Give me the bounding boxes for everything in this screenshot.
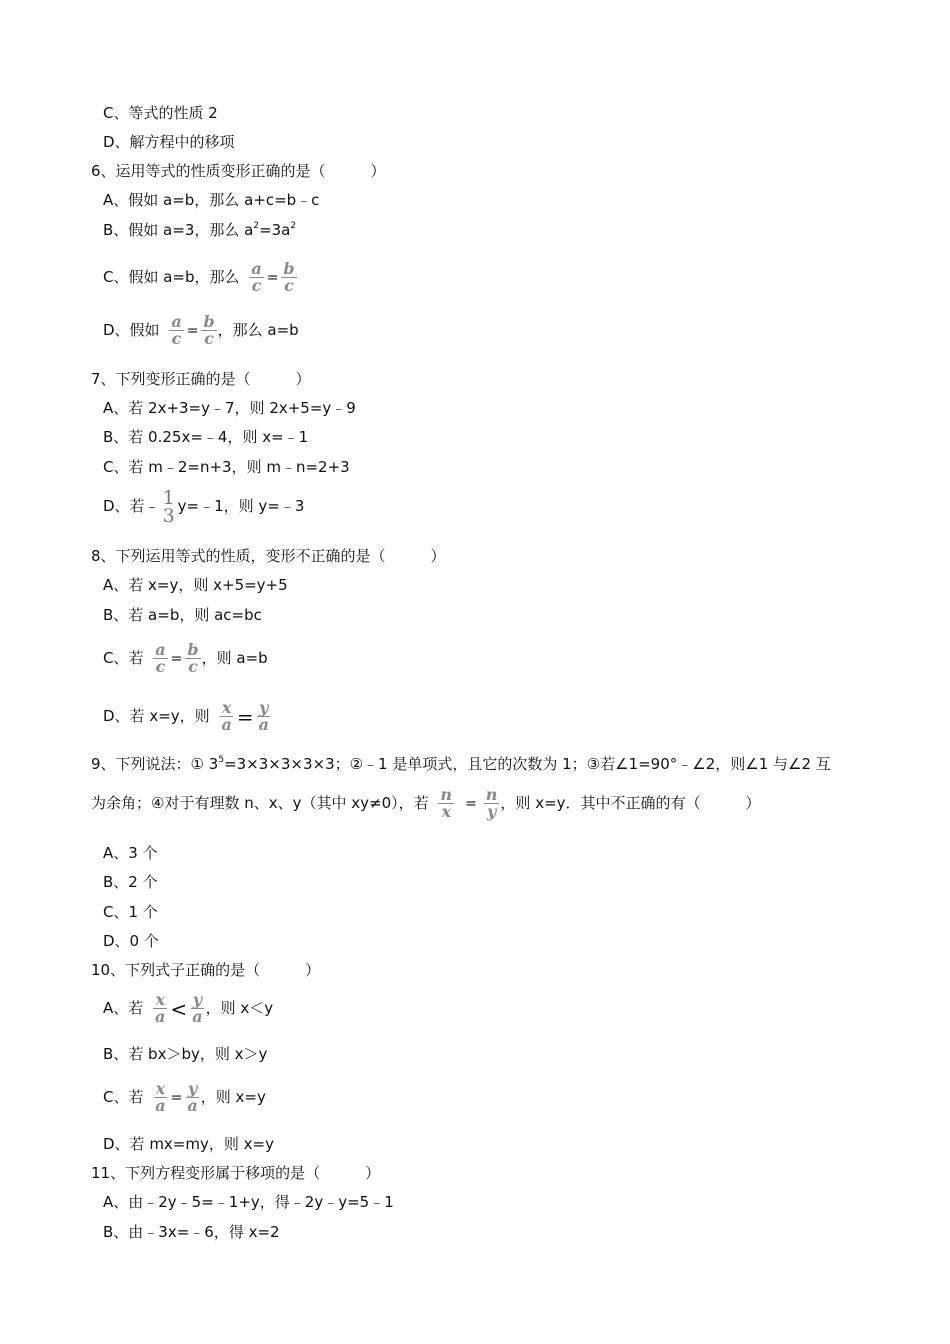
numerator: a [251, 259, 262, 278]
fraction-x-over-a [153, 1081, 167, 1114]
option-9c: C、1 个 [103, 903, 158, 921]
numerator: a [171, 312, 182, 331]
denominator: c [204, 329, 214, 348]
option-7b: B、若 0.25x=﹣4，则 x=﹣1 [103, 428, 309, 446]
option-11b: B、由﹣3x=﹣6，得 x=2 [103, 1223, 280, 1241]
denominator: c [251, 276, 262, 295]
fraction-y-over-a [185, 1081, 199, 1114]
equals-sign: = [465, 795, 477, 812]
numerator: y [187, 1079, 198, 1098]
fraction-a-over-c [153, 642, 167, 675]
option-7a: A、若 2x+3=y﹣7，则 2x+5=y﹣9 [103, 399, 356, 417]
denominator: a [258, 715, 269, 734]
text: ，则 x=y [200, 1088, 266, 1106]
option-11a: A、由﹣2y﹣5=﹣1+y，得﹣2y﹣y=5﹣1 [103, 1193, 394, 1211]
fraction-one-third [161, 486, 177, 527]
option-9d: D、0 个 [103, 932, 159, 950]
denominator: x [441, 802, 451, 821]
denominator: 3 [162, 504, 175, 527]
numerator: b [203, 312, 215, 331]
equals-sign: = [170, 1089, 183, 1106]
text: C、若 [103, 1088, 144, 1106]
denominator: c [171, 329, 182, 348]
option-10a [103, 988, 273, 1029]
numerator: x [155, 1079, 166, 1098]
text: D、假如 [103, 321, 160, 339]
question-11: 11、下列方程变形属于移项的是（ ） [91, 1164, 381, 1182]
fraction-n-over-y [484, 787, 500, 820]
fraction-n-over-x [438, 787, 454, 820]
question-10: 10、下列式子正确的是（ ） [91, 961, 321, 979]
numerator: x [221, 698, 232, 717]
denominator: c [155, 657, 166, 676]
superscript: 5 [218, 755, 225, 765]
fraction-b-over-c [201, 314, 216, 347]
question-6: 6、运用等式的性质变形正确的是（ ） [91, 162, 386, 180]
text: C、假如 a=b，那么 [103, 268, 240, 286]
superscript: 2 [290, 221, 297, 231]
equals-sign: = [266, 269, 279, 286]
less-than-sign: < [170, 996, 188, 1021]
text: B、假如 a=3，那么 a [103, 221, 254, 239]
denominator: c [188, 657, 198, 676]
fraction-a-over-c [169, 314, 183, 347]
denominator: a [155, 1096, 166, 1115]
denominator: a [155, 1007, 166, 1026]
question-7: 7、下列变形正确的是（ ） [91, 370, 311, 388]
numerator: y [259, 698, 269, 717]
text: ，则 x＜y [205, 999, 274, 1017]
option-9b: B、2 个 [103, 873, 158, 891]
text: =3a [259, 221, 291, 239]
option-6a: A、假如 a=b，那么 a+c=b﹣c [103, 191, 320, 209]
equals-sign: = [170, 650, 183, 667]
numerator: n [485, 785, 498, 804]
numerator: n [440, 785, 453, 804]
option-10b: B、若 bx＞by，则 x＞y [103, 1045, 268, 1063]
option-line: C、等式的性质 2 [103, 104, 218, 122]
text: ，则 x=y．其中不正确的有（ ） [500, 794, 761, 812]
option-8b: B、若 a=b，则 ac=bc [103, 606, 262, 624]
fraction-b-over-c [281, 261, 296, 294]
option-8a: A、若 x=y，则 x+5=y+5 [103, 576, 288, 594]
fraction-x-over-a [219, 700, 233, 733]
fraction-y-over-a [190, 992, 204, 1025]
numerator: 1 [162, 486, 175, 509]
denominator: a [221, 715, 232, 734]
numerator: b [283, 259, 295, 278]
numerator: b [187, 640, 199, 659]
question-9-line-1 [91, 754, 831, 774]
fraction-x-over-a [153, 992, 167, 1025]
option-6d [103, 311, 299, 350]
text: 为余角；④对于有理数 n、x、y（其中 xy≠0），若 [91, 794, 429, 812]
option-7c: C、若 m﹣2=n+3，则 m﹣n=2+3 [103, 458, 350, 476]
fraction-b-over-c [185, 642, 200, 675]
option-8d [103, 696, 272, 737]
equals-sign: = [236, 704, 254, 729]
numerator: x [155, 990, 165, 1009]
denominator: c [284, 276, 294, 295]
question-9-line-2 [91, 783, 761, 824]
text: D、若﹣ [103, 497, 160, 515]
option-9a: A、3 个 [103, 844, 158, 862]
equals-sign: = [186, 322, 199, 339]
text: =3×3×3×3×3；②﹣1 是单项式，且它的次数为 1；③若∠1=90°﹣∠2，则∠1 与∠2 互 [224, 755, 831, 773]
text: D、若 x=y，则 [103, 707, 210, 725]
option-6c [103, 258, 298, 297]
option-10c [103, 1077, 266, 1118]
text: 9、下列说法：① 3 [91, 755, 219, 773]
fraction-y-over-a [257, 700, 271, 733]
denominator: a [192, 1007, 203, 1026]
fraction-a-over-c [249, 261, 263, 294]
option-7d [103, 486, 304, 526]
option-6b [103, 220, 296, 240]
option-8c [103, 638, 268, 679]
numerator: y [192, 990, 203, 1009]
text: ，那么 a=b [217, 321, 299, 339]
numerator: a [155, 640, 166, 659]
question-8: 8、下列运用等式的性质，变形不正确的是（ ） [91, 547, 446, 565]
superscript: 2 [253, 221, 260, 231]
text: C、若 [103, 649, 144, 667]
denominator: y [486, 802, 497, 821]
denominator: a [187, 1096, 198, 1115]
text: A、若 [103, 999, 144, 1017]
option-line: D、解方程中的移项 [103, 133, 235, 151]
text: ，则 a=b [201, 649, 268, 667]
text: y=﹣1，则 y=﹣3 [177, 497, 305, 515]
option-10d: D、若 mx=my，则 x=y [103, 1135, 274, 1153]
